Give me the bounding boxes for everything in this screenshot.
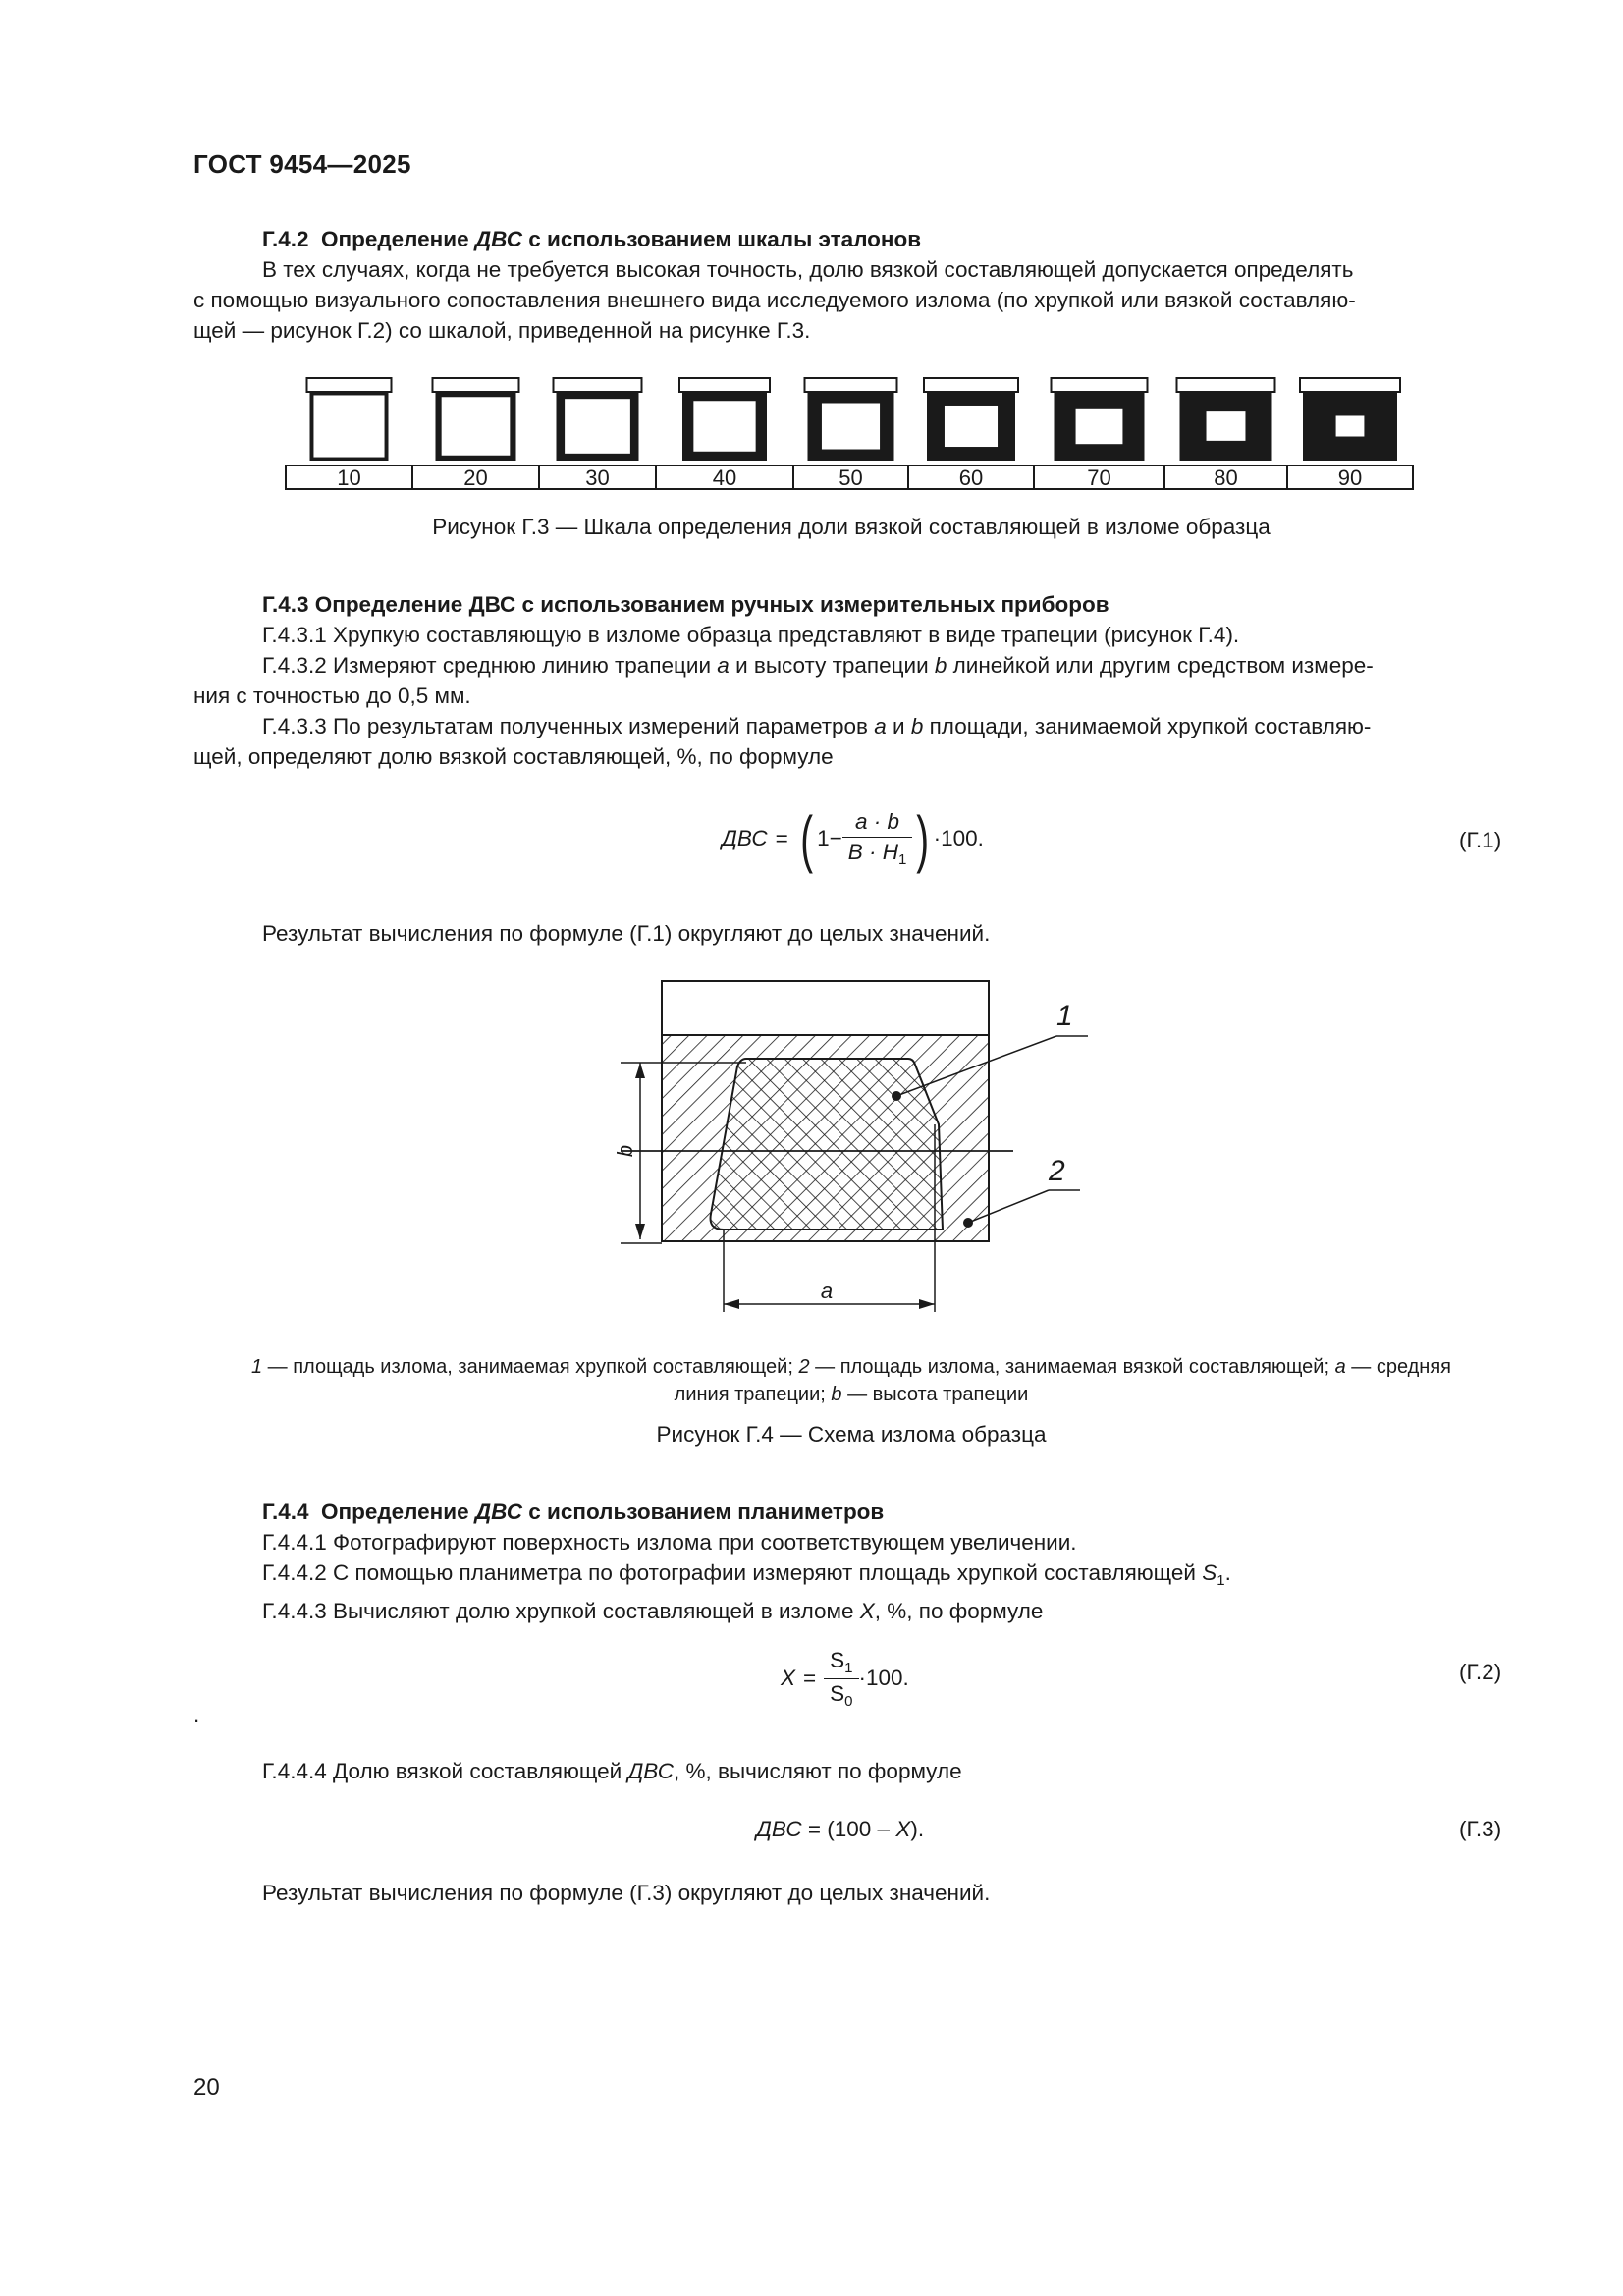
formula-g1-fraction: $\frac{a \cdot b}{B \cdot H_1}$ bbox=[842, 809, 913, 868]
label-a: a bbox=[820, 1279, 834, 1303]
right-paren: ) bbox=[916, 803, 930, 874]
scale-brittle-20 bbox=[442, 397, 511, 455]
page-number: 20 bbox=[193, 2074, 220, 2101]
paragraph-4-4-2: Г.4.4.2 С помощью планиметра по фотографии измеряют площадь хрупкой составляющей $S_1$. bbox=[262, 1560, 1231, 1589]
scale-cap-40 bbox=[679, 378, 770, 392]
figure-4-caption: Рисунок Г.4 — Схема излома образца bbox=[656, 1422, 1047, 1447]
scale-brittle-90 bbox=[1336, 415, 1365, 436]
scale-label-60: 60 bbox=[958, 465, 984, 490]
scale-label-40: 40 bbox=[712, 465, 737, 490]
paragraph-4-3-1: Г.4.3.1 Хрупкую составляющую в изломе образца представляют в виде трапеции (рисунок Г.4). bbox=[262, 623, 1240, 647]
section-4-4 bbox=[193, 1497, 1509, 1626]
figure-3-caption: Рисунок Г.3 — Шкала определения доли вязкой составляющей в изломе образца bbox=[432, 515, 1271, 539]
scale-cap-80 bbox=[1177, 378, 1275, 392]
formula-g1-number: (Г.1) bbox=[1459, 828, 1502, 852]
scale-cap-90 bbox=[1300, 378, 1400, 392]
paragraph-4-4-3: Г.4.4.3 Вычисляют долю хрупкой составляющей в изломе X, %, по формуле bbox=[262, 1599, 1044, 1623]
scale-label-50: 50 bbox=[839, 465, 863, 490]
fracture-scheme bbox=[589, 972, 1100, 1316]
legend-line-1: 1 — площадь излома, занимаемая хрупкой составляющей; 2 — площадь излома, занимаемая вязкой составляющей; a — средняя bbox=[250, 1356, 1452, 1378]
section-4-3-title: Г.4.3 Определение ДВС с использованием ручных измерительных приборов bbox=[262, 592, 1109, 617]
left-paren: ( bbox=[800, 803, 813, 874]
scale-brittle-30 bbox=[565, 399, 630, 454]
scale-squares bbox=[307, 378, 1401, 461]
scale-label-10: 10 bbox=[337, 465, 361, 490]
scale-brittle-70 bbox=[1076, 409, 1123, 444]
label-2: 2 bbox=[1049, 1155, 1065, 1187]
scale-cap-10 bbox=[307, 378, 392, 392]
formula-g1: ДВС = ( 1− $\frac{a \cdot b}{B \cdot H_1}$ ) ·100. bbox=[722, 803, 984, 874]
scale-cap-50 bbox=[805, 378, 897, 392]
scale-brittle-50 bbox=[822, 403, 880, 449]
legend-line-2: линия трапеции; b — высота трапеции bbox=[674, 1384, 1029, 1405]
section-4-2-line-3: щей — рисунок Г.2) со шкалой, приведенной на рисунке Г.3. bbox=[193, 318, 811, 343]
formula-g3-number: (Г.3) bbox=[1459, 1817, 1502, 1841]
paragraph-4-3-3: Г.4.3.3 По результатам полученных измерений параметров a и b площади, занимаемой хрупкой составляю- bbox=[262, 714, 1372, 738]
scale-label-70: 70 bbox=[1087, 465, 1111, 490]
formula-g3: ДВС = (100 – X). bbox=[756, 1817, 925, 1841]
paragraph-4-3-3-cont: щей, определяют долю вязкой составляющей, %, по формуле bbox=[193, 744, 834, 769]
label-b: b bbox=[613, 1144, 637, 1158]
scale-cap-20 bbox=[433, 378, 519, 392]
section-4-4-title: Г.4.4 Определение ДВС с использованием планиметров bbox=[262, 1500, 885, 1524]
label-1: 1 bbox=[1056, 1000, 1073, 1032]
scale-brittle-10 bbox=[313, 395, 384, 457]
paragraph-4-3-2: Г.4.3.2 Измеряют среднюю линию трапеции a и высоту трапеции b линейкой или другим средством измере- bbox=[262, 653, 1374, 678]
scale-label-80: 80 bbox=[1214, 465, 1238, 490]
scale-cap-60 bbox=[924, 378, 1018, 392]
document-header: ГОСТ 9454—2025 bbox=[193, 149, 411, 179]
section-4-3 bbox=[193, 589, 1509, 772]
scale-brittle-80 bbox=[1207, 411, 1246, 441]
section-4-2-line-2: с помощью визуального сопоставления внешнего вида исследуемого излома (по хрупкой или вязкой составляю- bbox=[193, 288, 1356, 312]
brittle-area bbox=[711, 1059, 943, 1230]
section-4-2 bbox=[193, 224, 1509, 346]
scale-cap-70 bbox=[1052, 378, 1148, 392]
scale-brittle-60 bbox=[945, 406, 998, 447]
formula-g2-number: (Г.2) bbox=[1459, 1660, 1502, 1684]
paragraph-4-4-4: Г.4.4.4 Долю вязкой составляющей ДВС, %, вычисляют по формуле bbox=[262, 1759, 962, 1783]
stray-dot: . bbox=[193, 1702, 200, 1726]
scale-label-30: 30 bbox=[585, 465, 610, 490]
scale-labels bbox=[337, 465, 1362, 490]
scale-brittle-40 bbox=[693, 401, 755, 452]
viscous-fraction-scale bbox=[275, 371, 1424, 494]
formula-g2-fraction: $\frac{S_1}{S_0}$ bbox=[824, 1648, 858, 1710]
scale-cap-30 bbox=[554, 378, 642, 392]
paragraph-4-3-2-cont: ния с точностью до 0,5 мм. bbox=[193, 683, 471, 708]
result-g3: Результат вычисления по формуле (Г.3) округляют до целых значений. bbox=[262, 1881, 991, 1905]
formula-g2: X = $\frac{S_1}{S_0}$ ·100. bbox=[781, 1647, 909, 1710]
section-4-2-title: Г.4.2 Определение ДВС с использованием шкалы эталонов bbox=[262, 227, 922, 251]
figure-4-legend bbox=[193, 1353, 1509, 1408]
scale-label-90: 90 bbox=[1337, 465, 1363, 490]
section-4-2-line-1: В тех случаях, когда не требуется высокая точность, долю вязкой составляющей допускается определять bbox=[262, 257, 1354, 282]
result-g1: Результат вычисления по формуле (Г.1) округляют до целых значений. bbox=[262, 921, 991, 946]
scale-label-20: 20 bbox=[463, 465, 488, 490]
paragraph-4-4-1: Г.4.4.1 Фотографируют поверхность излома при соответствующем увеличении. bbox=[262, 1530, 1077, 1555]
